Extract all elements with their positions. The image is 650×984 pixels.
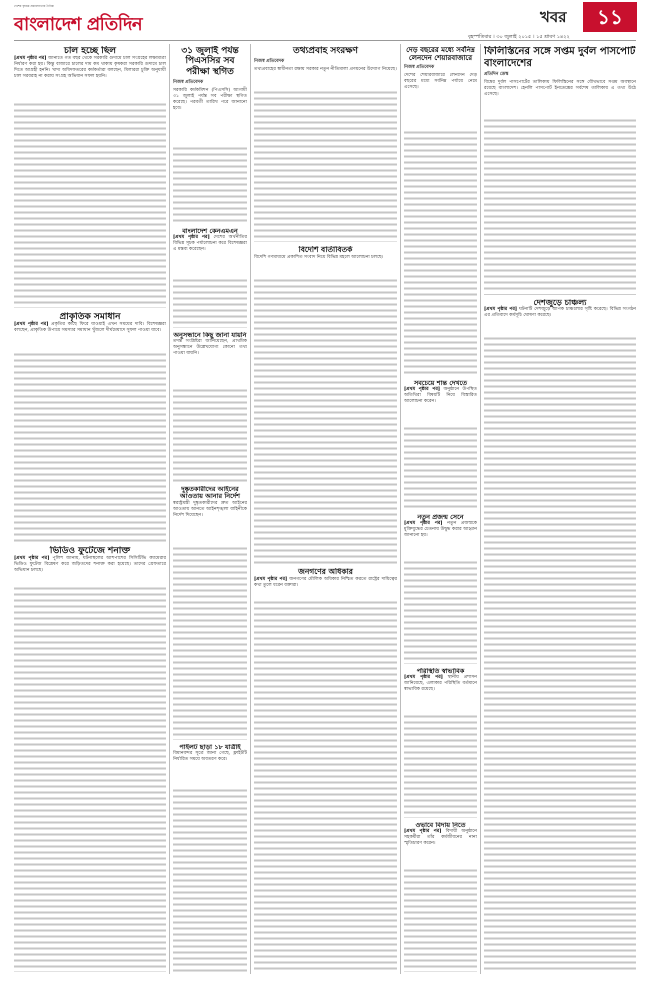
article-body: [প্রথম পৃষ্ঠার পর] অনুষ্ঠানে উপস্থিত অতিথিরা বিষয়টি নিয়ে বিস্তারিত আলোচনা করেন। xyxy=(404,387,477,405)
article-body: [প্রথম পৃষ্ঠার পর] ঘটনাটি দেশজুড়ে ব্যাপক চাঞ্চল্যের সৃষ্টি করেছে। বিভিন্ন সংগঠন এর প্রতিবাদে কর্মসূচি ঘোষণা করেছে। xyxy=(484,307,636,319)
issue-date: বৃহস্পতিবার । ৩০ জুলাই ২০১৫ । ১৫ শ্রাবণ ১৪২২ xyxy=(468,34,570,40)
headline: প্রাকৃতিক সমাধান xyxy=(59,312,121,322)
headline: জনগণের অধিকার xyxy=(298,568,353,576)
article-palestine-passport xyxy=(484,46,636,290)
article-july31 xyxy=(173,46,247,224)
article-tathyaprasar xyxy=(254,46,397,242)
article-body: [প্রথম পৃষ্ঠার পর] জানাতে গত বছর থেকে সরকারি গুদামে চাল সংগ্রহের লক্ষ্যমাত্রা নির্ধারণ করা হয়। কিন্তু বাজারে চালের দাম কম থাকায় কৃষকরা সরকারি গুদামে চাল দিতে আগ্রহী হননি। খাদ্য অধিদফতরের কর্মকর্তারা বলছেন, মিলাররা চুক্তি অনুযায়ী চাল সরবরাহ না করায় সংগ্রহ অভিযান সফল হয়নি। xyxy=(14,56,166,80)
article-body: [প্রথম পৃষ্ঠার পর] নতুন প্রজন্মকে মুক্তিযুদ্ধের চেতনায় উদ্বুদ্ধ করার আহ্বান জানানো হয়। xyxy=(404,521,477,539)
article-dj-footage xyxy=(14,546,166,972)
headline: ৩১ জুলাই পর্যন্ত পিএসসির সব পরীক্ষা স্থগিত xyxy=(181,46,239,77)
article-sablier xyxy=(404,380,477,510)
article-body: [প্রথম পৃষ্ঠার পর] জনগণের মৌলিক অধিকার নিশ্চিত করতে রাষ্ট্রের দায়িত্বের কথা তুলে ধরেন বক্তারা। xyxy=(254,576,397,588)
section-name: খবর xyxy=(540,8,567,26)
headline: পাইলট ছাড়া ১৮ যাত্রীই xyxy=(179,744,241,751)
masthead-tagline: দেশের বৃহত্তম প্রচারসংখ্যার দৈনিক xyxy=(14,4,54,8)
headline: দেশজুড়ে চাঞ্চল্য xyxy=(533,298,587,307)
column-divider xyxy=(250,44,251,974)
headline: তথ্যপ্রবাহ সংরক্ষণ xyxy=(293,46,358,56)
headline: বাংলাদেশ কেনএমএন xyxy=(182,228,238,235)
article-bideshi xyxy=(254,246,397,564)
article-body: বিশ্বের দুর্বল পাসপোর্টের তালিকায় ফিলিস্তিনের সঙ্গে যৌথভাবে সপ্তম অবস্থানে রয়েছে বাংলাদেশ। হেনলি পাসপোর্ট ইনডেক্সের সর্বশেষ তালিকায় এ তথ্য উঠে এসেছে। xyxy=(484,80,636,97)
article-body: [প্রথম পৃষ্ঠার পর] পুলিশ জানায়, ঘটনাস্থলের আশপাশের সিসিটিভি ক্যামেরার ভিডিও ফুটেজ বিশ্লেষণ করে জড়িতদের শনাক্ত করা হয়েছে। তাদের গ্রেফতারে অভিযান চলছে। xyxy=(14,556,166,574)
column-divider xyxy=(480,44,481,974)
article-paristhiti xyxy=(404,668,477,818)
headline: ভিডিও ফুটেজে শনাক্ত xyxy=(49,546,131,556)
article-dushkritikari xyxy=(173,486,247,740)
article-sylhet xyxy=(173,744,247,972)
masthead xyxy=(0,0,650,34)
article-body: [প্রথম পৃষ্ঠার পর] প্রকৃতির কাছে ফিরে যাওয়াই এখন সময়ের দাবি। বিশেষজ্ঞরা বলছেন, প্রাকৃতিক উপায়ে সমস্যার সমাধান খুঁজলে দীর্ঘমেয়াদে সুফল পাওয়া যাবে। xyxy=(14,322,166,334)
article-prakritik xyxy=(14,312,166,542)
byline: নিজস্ব প্রতিবেদক xyxy=(404,65,435,71)
headline: সবচেয়ে শান্ত দেখতে xyxy=(413,380,468,387)
article-anusandhan xyxy=(173,332,247,482)
article-bangladesh-keno xyxy=(173,228,247,328)
headline: নতুন প্রজন্ম সেনে xyxy=(417,514,464,521)
headline: দেড় বছরের মধ্যে সর্বনিম্ন লেনদেন শেয়ারবাজারে xyxy=(406,46,475,63)
article-body: বিদেশি গণমাধ্যমে প্রকাশিত সংবাদ নিয়ে বিভিন্ন মহলে আলোচনা চলছে। xyxy=(254,254,384,260)
headline: ফিলিস্তিনের সঙ্গে সপ্তম দুর্বল পাসপোর্ট বাংলাদেশের xyxy=(484,46,636,69)
header-rule xyxy=(14,40,636,41)
article-share-market xyxy=(404,46,477,376)
article-body: [প্রথম পৃষ্ঠার পর] বিদায়ী অনুষ্ঠানে সহকর্মীরা তাঁর কর্মজীবনের নানা স্মৃতিচারণ করেন। xyxy=(404,829,477,847)
headline: বিদেশি বার্তাবিতর্ক xyxy=(298,246,353,254)
headline: অনুসন্ধানে কিছু জানা যায়নি xyxy=(173,332,247,339)
article-deshjure xyxy=(484,298,636,972)
byline: নিজস্ব প্রতিবেদক xyxy=(254,59,285,65)
article-obhabe xyxy=(404,822,477,972)
column-divider xyxy=(400,44,401,974)
page-number: ১১ xyxy=(583,2,637,32)
article-body: তদন্ত সংশ্লিষ্টরা জানিয়েছেন, প্রাথমিক অনুসন্ধানে উল্লেখযোগ্য কোনো তথ্য পাওয়া যায়নি। xyxy=(173,339,247,357)
article-body: বিমানবন্দর সূত্রে জানা গেছে, ফ্লাইটটি নির্ধারিত সময়ে অবতরণ করে। xyxy=(173,751,247,763)
byline: নিজস্ব প্রতিবেদক xyxy=(173,80,204,86)
headline: চাল হচ্ছে ছিল xyxy=(63,46,117,56)
column-divider xyxy=(169,44,170,974)
headline: দুষ্কৃতকারীদের আইনের আওতায় আনার নির্দেশ xyxy=(179,486,241,501)
headline: পরিস্থিতি স্বাভাবিক xyxy=(416,668,465,675)
article-body: সরকারি কর্মকমিশন (পিএসসি) আগামী ৩১ জুলাই পর্যন্ত সব পরীক্ষা স্থগিত করেছে। পরবর্তী তারিখ পরে জানানো হবে। xyxy=(173,88,247,112)
article-body: [প্রথম পৃষ্ঠার পর] দেশের অর্থনীতির বিভিন্ন সূচক পর্যালোচনা করে বিশেষজ্ঞরা এ মন্তব্য করেছেন। xyxy=(173,235,247,253)
article-body: [প্রথম পৃষ্ঠার পর] স্থানীয় প্রশাসন জানিয়েছে, এলাকার পরিস্থিতি বর্তমানে স্বাভাবিক রয়েছে। xyxy=(404,675,477,693)
article-body: স্বরাষ্ট্রমন্ত্রী দুষ্কৃতকারীদের দ্রুত আইনের আওতায় আনতে আইনশৃঙ্খলা বাহিনীকে নির্দেশ দিয়েছেন। xyxy=(173,500,247,518)
article-body: তথ্যপ্রবাহের স্বাধীনতা রক্ষায় সরকার নতুন নীতিমালা প্রণয়নের উদ্যোগ নিয়েছে। xyxy=(254,67,397,73)
newspaper-logo: বাংলাদেশ প্রতিদিন xyxy=(14,14,143,35)
article-chal xyxy=(14,46,166,308)
headline: ওভাবে বিদায় নিতে xyxy=(415,822,466,829)
byline: প্রতিদিন ডেস্ক xyxy=(484,72,509,77)
article-janaganer xyxy=(254,568,397,972)
article-body: দেশের শেয়ারবাজারে লেনদেন দেড় বছরের মধ্যে সর্বনিম্ন পর্যায়ে নেমে এসেছে। xyxy=(404,73,477,91)
article-notun-prajanma xyxy=(404,514,477,664)
